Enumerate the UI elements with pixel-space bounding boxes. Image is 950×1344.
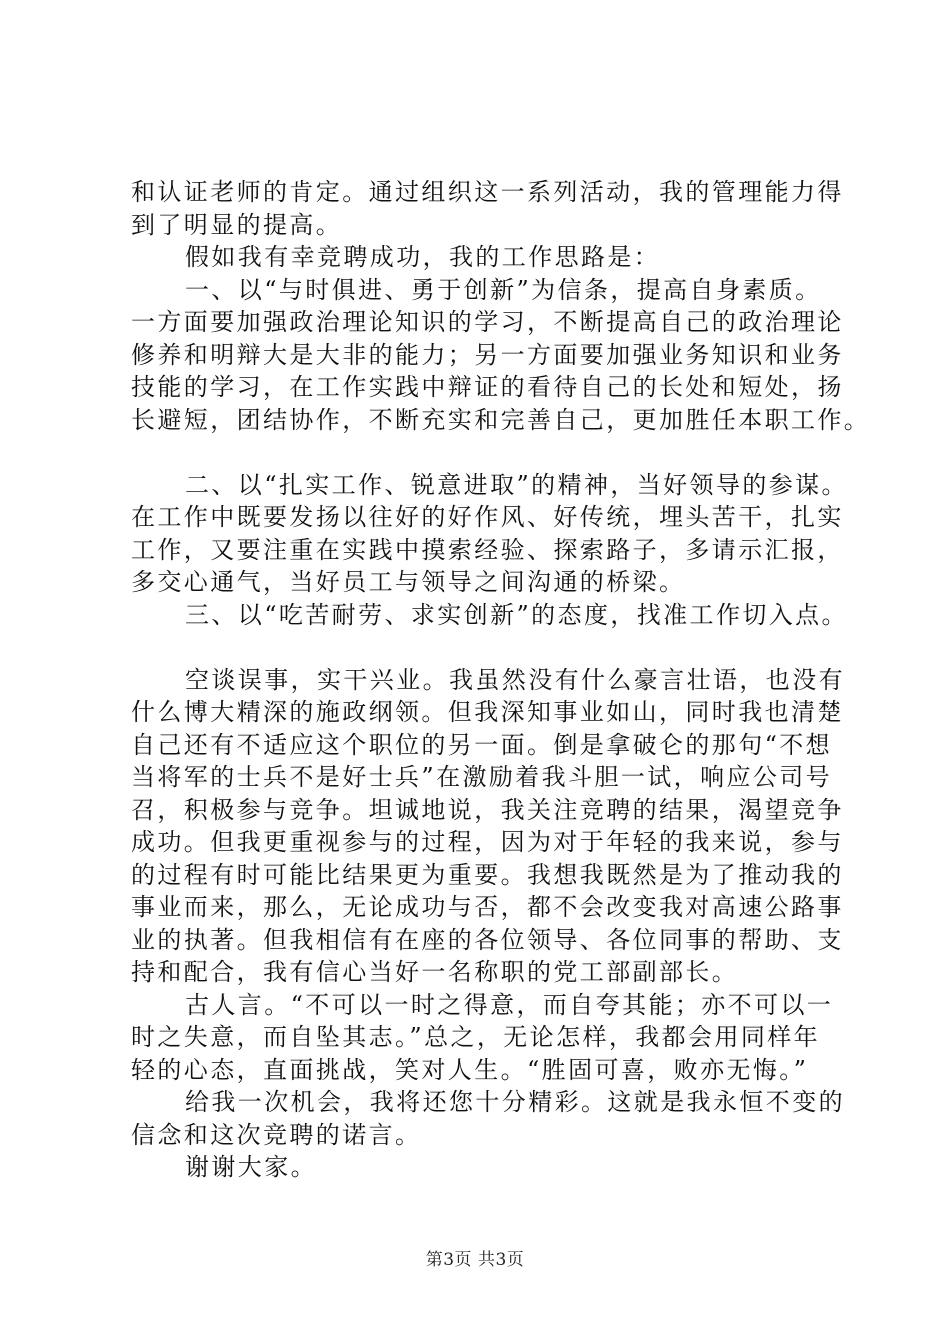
text-line: 假如我有幸竞聘成功，我的工作思路是：: [185, 243, 661, 271]
text-line: 持和配合，我有信心当好一名称职的党工部副部长。: [131, 958, 739, 986]
text-line: 到了明显的提高。: [131, 210, 343, 239]
text-line: 一方面要加强政治理论知识的学习，不断提高自己的政治理论: [131, 308, 844, 336]
text-line: 一、以“与时俱进、勇于创新”为信条，提高自身素质。: [185, 275, 822, 304]
text-line: 时之失意，而自坠其志。”总之，无论怎样，我都会用同样年: [131, 1023, 821, 1051]
text-line: 二、以“扎实工作、锐意进取”的精神，当好领导的参谋。: [185, 470, 848, 499]
text-line: 空谈误事，实干兴业。我虽然没有什么豪言壮语，也没有: [185, 665, 845, 694]
text-line: 在工作中既要发扬以往好的好作风、好传统，埋头苦干，扎实: [131, 503, 844, 531]
text-line: 长避短，团结协作，不断充实和完善自己，更加胜任本职工作。: [131, 405, 871, 434]
text-line: 古人言。“不可以一时之得意，而自夸其能；亦不可以一: [185, 990, 834, 1019]
text-line: 成功。但我更重视参与的过程，因为对于年轻的我来说，参与: [131, 828, 844, 856]
text-line: 什么博大精深的施政纲领。但我深知事业如山，同时我也清楚: [131, 698, 844, 726]
text-line: 给我一次机会，我将还您十分精彩。这就是我永恒不变的: [185, 1088, 845, 1116]
text-line: 业的执著。但我相信有在座的各位领导、各位同事的帮助、支: [131, 925, 844, 954]
page-number-footer: 第3页 共3页: [425, 1250, 525, 1270]
text-line: 修养和明辩大是大非的能力；另一方面要加强业务知识和业务: [131, 340, 844, 369]
text-line: 技能的学习，在工作实践中辩证的看待自己的长处和短处，扬: [131, 373, 844, 401]
document-body: [131, 176, 871, 1184]
text-line: 自己还有不适应这个职位的另一面。倒是拿破仑的那句“不想: [131, 730, 833, 759]
text-line: 召，积极参与竞争。坦诚地说，我关注竞聘的结果，渴望竞争: [131, 795, 844, 824]
text-line: 谢谢大家。: [185, 1153, 317, 1181]
text-line: 和认证老师的肯定。通过组织这一系列活动，我的管理能力得: [131, 178, 844, 206]
text-line: 轻的心态，直面挑战，笑对人生。“胜固可喜，败亦无悔。”: [131, 1055, 809, 1084]
text-line: 多交心通气，当好员工与领导之间沟通的桥梁。: [131, 568, 686, 596]
text-line: 当将军的士兵不是好士兵”在激励着我斗胆一试，响应公司号: [131, 763, 833, 791]
text-line: 工作，又要注重在实践中摸索经验、探索路子，多请示汇报，: [131, 535, 844, 564]
text-line: 三、以“吃苦耐劳、求实创新”的态度，找准工作切入点。: [185, 600, 848, 629]
blank-line: [131, 436, 831, 469]
text-line: 的过程有时可能比结果更为重要。我想我既然是为了推动我的: [131, 860, 844, 889]
text-line: 信念和这次竞聘的诺言。: [131, 1120, 422, 1149]
text-line: 事业而来，那么，无论成功与否，都不会改变我对高速公路事: [131, 893, 844, 921]
blank-line: [131, 631, 831, 664]
